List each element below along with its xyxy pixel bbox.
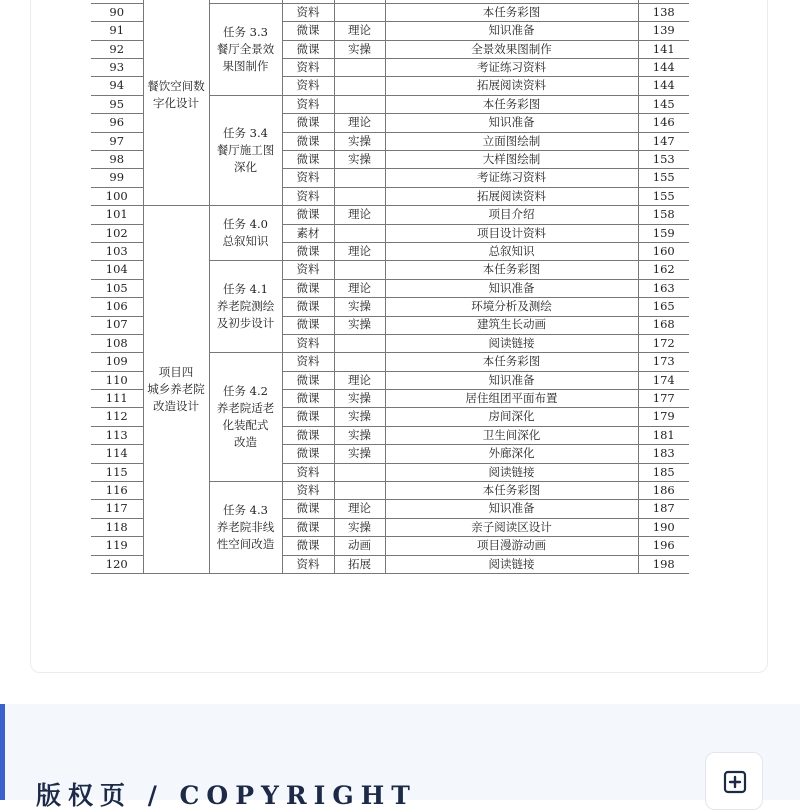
resource-title: 卫生间深化 (385, 426, 638, 444)
row-number: 104 (91, 261, 143, 279)
resource-type: 资料 (282, 463, 334, 481)
page-number: 186 (638, 482, 689, 500)
page-number: 160 (638, 242, 689, 260)
resource-type: 微课 (282, 114, 334, 132)
page-number: 158 (638, 206, 689, 224)
task-cell (209, 206, 282, 261)
resource-index-table (91, 0, 689, 574)
task-cell-line: 任务 4.2 (223, 384, 268, 399)
resource-type: 资料 (282, 334, 334, 352)
row-number: 108 (91, 334, 143, 352)
task-cell-line: 性空间改造 (216, 537, 275, 552)
row-number: 97 (91, 132, 143, 150)
resource-title: 居住组团平面布置 (385, 390, 638, 408)
resource-subtype: 理论 (334, 206, 385, 224)
page-number: 138 (638, 3, 689, 21)
resource-type: 微课 (282, 279, 334, 297)
task-cell-line: 餐厅全景效 (216, 41, 275, 56)
page-number: 144 (638, 59, 689, 77)
task-cell-line: 果图制作 (222, 58, 269, 73)
resource-type: 资料 (282, 95, 334, 113)
row-number: 105 (91, 279, 143, 297)
resource-title: 阅读链接 (385, 555, 638, 573)
resource-type: 微课 (282, 500, 334, 518)
resource-title: 本任务彩图 (385, 95, 638, 113)
resource-subtype (334, 353, 385, 371)
resource-type: 微课 (282, 298, 334, 316)
page-number: 174 (638, 371, 689, 389)
page-number: 159 (638, 224, 689, 242)
task-cell-line: 深化 (234, 160, 257, 175)
resource-subtype: 实操 (334, 390, 385, 408)
page-number: 173 (638, 353, 689, 371)
resource-title: 本任务彩图 (385, 3, 638, 21)
row-number: 96 (91, 114, 143, 132)
resource-title: 项目设计资料 (385, 224, 638, 242)
page-number: 187 (638, 500, 689, 518)
resource-subtype (334, 261, 385, 279)
resource-subtype: 动画 (334, 537, 385, 555)
row-number: 101 (91, 206, 143, 224)
resource-type: 微课 (282, 22, 334, 40)
resource-type: 微课 (282, 40, 334, 58)
resource-subtype (334, 482, 385, 500)
row-number: 117 (91, 500, 143, 518)
resource-type: 资料 (282, 169, 334, 187)
add-button[interactable] (705, 752, 763, 810)
resource-type: 微课 (282, 206, 334, 224)
resource-title: 知识准备 (385, 279, 638, 297)
resource-title: 房间深化 (385, 408, 638, 426)
task-cell-line: 及初步设计 (216, 316, 275, 331)
resource-title: 项目漫游动画 (385, 537, 638, 555)
row-number: 98 (91, 151, 143, 169)
resource-subtype: 实操 (334, 298, 385, 316)
page-number: 179 (638, 408, 689, 426)
resource-type: 资料 (282, 3, 334, 21)
row-number: 93 (91, 59, 143, 77)
task-cell-line: 任务 4.0 (223, 217, 268, 232)
page-number: 168 (638, 316, 689, 334)
page-number: 141 (638, 40, 689, 58)
row-number: 91 (91, 22, 143, 40)
resource-type: 资料 (282, 187, 334, 205)
resource-title: 考证练习资料 (385, 59, 638, 77)
page-number: 190 (638, 518, 689, 536)
resource-subtype (334, 463, 385, 481)
resource-subtype: 实操 (334, 132, 385, 150)
page-number: 183 (638, 445, 689, 463)
page-number: 153 (638, 151, 689, 169)
resource-subtype: 实操 (334, 408, 385, 426)
page-number: 146 (638, 114, 689, 132)
resource-type: 微课 (282, 537, 334, 555)
task-cell (209, 482, 282, 574)
resource-title: 立面图绘制 (385, 132, 638, 150)
resource-subtype: 实操 (334, 445, 385, 463)
resource-title: 本任务彩图 (385, 353, 638, 371)
task-cell-line: 养老院适老 (216, 401, 275, 416)
resource-title: 知识准备 (385, 114, 638, 132)
page-number: 196 (638, 537, 689, 555)
project-cell (143, 0, 209, 206)
resource-subtype: 理论 (334, 371, 385, 389)
page-number: 162 (638, 261, 689, 279)
copyright-section (0, 704, 800, 810)
resource-title: 知识准备 (385, 22, 638, 40)
resource-title: 大样图绘制 (385, 151, 638, 169)
resource-title: 本任务彩图 (385, 482, 638, 500)
resource-title: 本任务彩图 (385, 261, 638, 279)
row-number: 111 (91, 390, 143, 408)
resource-subtype: 实操 (334, 316, 385, 334)
row-number: 115 (91, 463, 143, 481)
page-number: 155 (638, 187, 689, 205)
resource-subtype: 理论 (334, 22, 385, 40)
row-number: 109 (91, 353, 143, 371)
row-number: 102 (91, 224, 143, 242)
resource-title: 阅读链接 (385, 463, 638, 481)
resource-title: 总叙知识 (385, 242, 638, 260)
section-accent-bar (0, 704, 5, 800)
page-number: 181 (638, 426, 689, 444)
resource-type: 微课 (282, 445, 334, 463)
page-number: 165 (638, 298, 689, 316)
resource-subtype (334, 169, 385, 187)
resource-title: 考证练习资料 (385, 169, 638, 187)
resource-subtype (334, 334, 385, 352)
resource-type: 资料 (282, 353, 334, 371)
resource-type: 微课 (282, 371, 334, 389)
resource-subtype: 理论 (334, 500, 385, 518)
page-number: 155 (638, 169, 689, 187)
row-number: 118 (91, 518, 143, 536)
resource-type: 微课 (282, 408, 334, 426)
resource-title: 知识准备 (385, 500, 638, 518)
row-number: 113 (91, 426, 143, 444)
page-number: 139 (638, 22, 689, 40)
resource-title: 外廊深化 (385, 445, 638, 463)
task-cell-line: 任务 4.3 (223, 503, 268, 518)
page-number: 145 (638, 95, 689, 113)
page-number: 163 (638, 279, 689, 297)
row-number: 103 (91, 242, 143, 260)
resource-subtype: 实操 (334, 426, 385, 444)
resource-type: 资料 (282, 77, 334, 95)
resource-subtype: 实操 (334, 518, 385, 536)
page-number: 185 (638, 463, 689, 481)
resource-type: 微课 (282, 390, 334, 408)
resource-type: 微课 (282, 518, 334, 536)
resource-type: 微课 (282, 151, 334, 169)
resource-type: 资料 (282, 261, 334, 279)
resource-subtype (334, 77, 385, 95)
page-number: 198 (638, 555, 689, 573)
resource-type: 资料 (282, 482, 334, 500)
project-cell-line: 改造设计 (153, 399, 199, 414)
resource-type: 资料 (282, 59, 334, 77)
task-cell-line: 养老院测绘 (216, 299, 275, 314)
resource-title: 知识准备 (385, 371, 638, 389)
task-cell-line: 养老院非线 (216, 520, 275, 535)
resource-subtype (334, 3, 385, 21)
resource-title: 拓展阅读资料 (385, 187, 638, 205)
resource-title: 阅读链接 (385, 334, 638, 352)
task-cell (209, 353, 282, 482)
project-cell-line: 餐饮空间数 (147, 79, 205, 94)
resource-type: 资料 (282, 555, 334, 573)
resource-subtype: 理论 (334, 242, 385, 260)
resource-subtype: 拓展 (334, 555, 385, 573)
page-number: 144 (638, 77, 689, 95)
project-cell-line: 城乡养老院 (147, 382, 205, 397)
resource-type: 微课 (282, 316, 334, 334)
page-number: 177 (638, 390, 689, 408)
task-cell-line: 任务 3.3 (223, 24, 268, 39)
task-cell-line: 任务 3.4 (223, 126, 268, 141)
row-number: 114 (91, 445, 143, 463)
page-number: 147 (638, 132, 689, 150)
task-cell-line: 改造 (234, 435, 257, 450)
row-number: 116 (91, 482, 143, 500)
row-number: 110 (91, 371, 143, 389)
resource-title: 项目介绍 (385, 206, 638, 224)
task-cell-line: 餐厅施工图 (216, 143, 275, 158)
project-cell (143, 206, 209, 574)
resource-title: 环境分析及测绘 (385, 298, 638, 316)
resource-type: 微课 (282, 132, 334, 150)
row-number: 92 (91, 40, 143, 58)
project-cell-line: 项目四 (158, 365, 194, 380)
task-cell-line: 化装配式 (222, 418, 269, 433)
resource-subtype: 实操 (334, 151, 385, 169)
task-cell-line: 任务 4.1 (223, 282, 268, 297)
row-number: 107 (91, 316, 143, 334)
resource-subtype (334, 59, 385, 77)
resource-subtype (334, 95, 385, 113)
row-number: 106 (91, 298, 143, 316)
resource-subtype: 理论 (334, 114, 385, 132)
row-number: 120 (91, 555, 143, 573)
copyright-heading: 版权页 / COPYRIGHT (36, 781, 417, 810)
resource-subtype: 理论 (334, 279, 385, 297)
resource-type: 微课 (282, 426, 334, 444)
resource-title: 拓展阅读资料 (385, 77, 638, 95)
table-row (91, 206, 689, 224)
row-number: 94 (91, 77, 143, 95)
project-cell-line: 字化设计 (153, 96, 199, 111)
resource-title: 亲子阅读区设计 (385, 518, 638, 536)
resource-type: 微课 (282, 242, 334, 260)
resource-subtype (334, 187, 385, 205)
task-cell (209, 261, 282, 353)
resource-type: 素材 (282, 224, 334, 242)
resource-subtype (334, 224, 385, 242)
page-number: 172 (638, 334, 689, 352)
resource-subtype: 实操 (334, 40, 385, 58)
row-number: 95 (91, 95, 143, 113)
row-number: 112 (91, 408, 143, 426)
resource-title: 建筑生长动画 (385, 316, 638, 334)
row-number: 99 (91, 169, 143, 187)
task-cell (209, 95, 282, 205)
resource-title: 全景效果图制作 (385, 40, 638, 58)
task-cell (209, 3, 282, 95)
row-number: 119 (91, 537, 143, 555)
row-number: 90 (91, 3, 143, 21)
task-cell-line: 总叙知识 (222, 234, 269, 249)
row-number: 100 (91, 187, 143, 205)
